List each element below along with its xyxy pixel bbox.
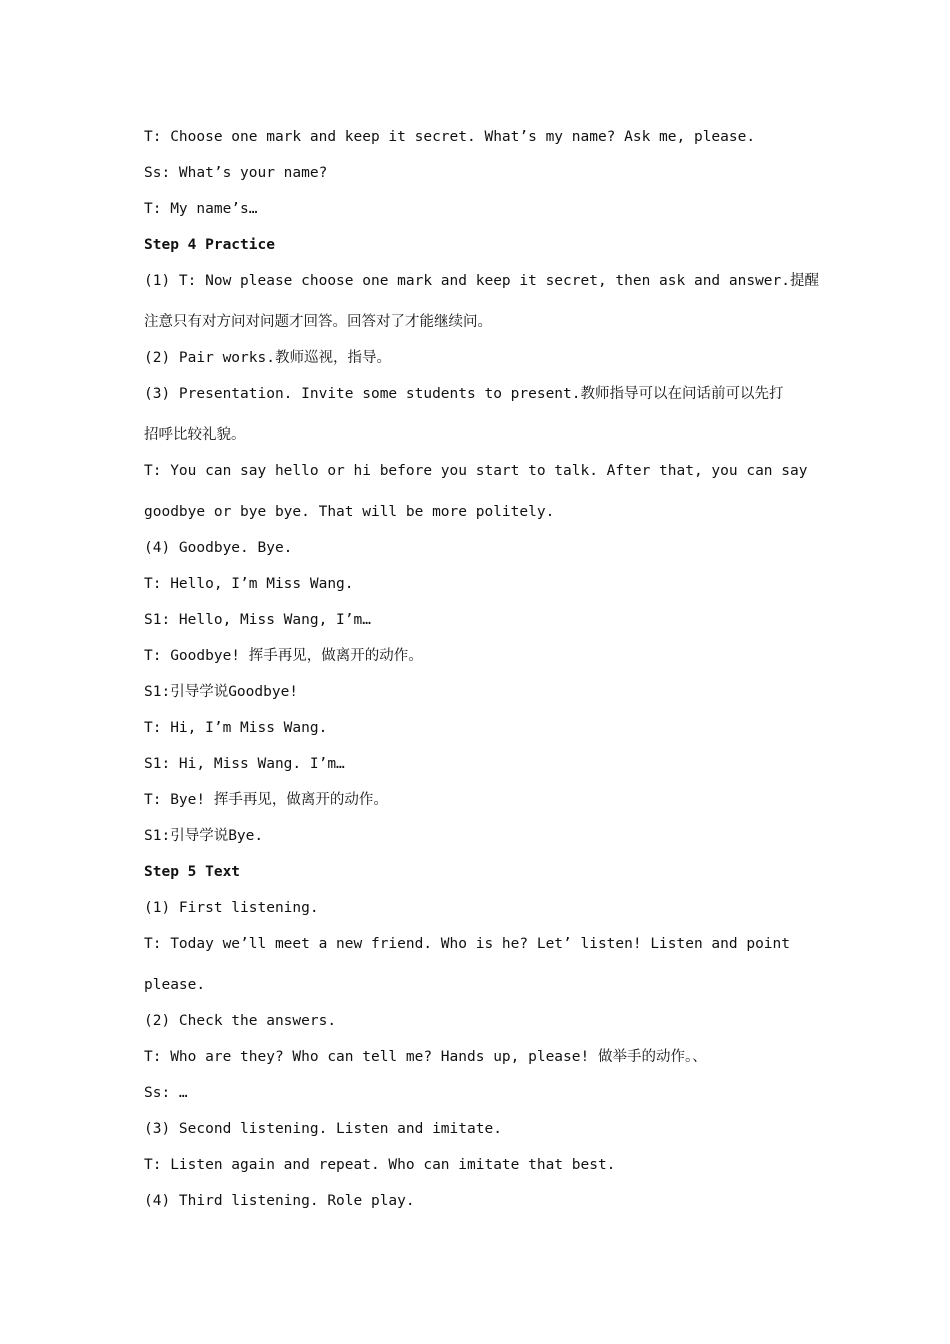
text-line: T: Goodbye! 挥手再见，做离开的动作。	[144, 648, 423, 664]
text-line: Ss: …	[144, 1085, 188, 1101]
text-line: (2) Pair works.教师巡视，指导。	[144, 350, 391, 366]
text-line: T: You can say hello or hi before you start to talk. After that, you can say	[144, 463, 808, 479]
text-line: (3) Second listening. Listen and imitate.	[144, 1121, 502, 1137]
text-line: T: Today we’ll meet a new friend. Who is he? Let’ listen! Listen and point	[144, 936, 791, 952]
text-line: (2) Check the answers.	[144, 1013, 337, 1029]
text-line: T: Choose one mark and keep it secret. What’s my name? Ask me, please.	[144, 129, 756, 145]
text-line: please.	[144, 977, 206, 993]
text-line: Ss: What’s your name?	[144, 165, 328, 181]
text-line: 招呼比较礼貌。	[144, 427, 246, 443]
text-line: S1: Hi, Miss Wang. I’m…	[144, 756, 345, 772]
text-line: T: Hello, I’m Miss Wang.	[144, 576, 354, 592]
text-line: T: Bye! 挥手再见，做离开的动作。	[144, 792, 388, 808]
text-line: 注意只有对方问对问题才回答。回答对了才能继续问。	[144, 314, 492, 330]
text-line: (4) Third listening. Role play.	[144, 1193, 415, 1209]
section-heading: Step 5 Text	[144, 864, 241, 880]
text-line: S1:引导学说Goodbye!	[144, 684, 299, 700]
document-body	[144, 126, 820, 1226]
text-line: goodbye or bye bye. That will be more politely.	[144, 504, 555, 520]
text-line: (4) Goodbye. Bye.	[144, 540, 293, 556]
section-heading: Step 4 Practice	[144, 237, 275, 253]
text-line: T: My name’s…	[144, 201, 258, 217]
text-line: (1) T: Now please choose one mark and keep it secret, then ask and answer.提醒	[144, 273, 820, 289]
text-line: (1) First listening.	[144, 900, 319, 916]
text-line: (3) Presentation. Invite some students to present.教师指导可以在问话前可以先打	[144, 386, 784, 402]
text-line: S1: Hello, Miss Wang, I’m…	[144, 612, 371, 628]
text-line: T: Hi, I’m Miss Wang.	[144, 720, 328, 736]
text-line: T: Who are they? Who can tell me? Hands up, please! 做举手的动作。、	[144, 1049, 707, 1065]
text-line: T: Listen again and repeat. Who can imitate that best.	[144, 1157, 616, 1173]
text-line: S1:引导学说Bye.	[144, 828, 264, 844]
